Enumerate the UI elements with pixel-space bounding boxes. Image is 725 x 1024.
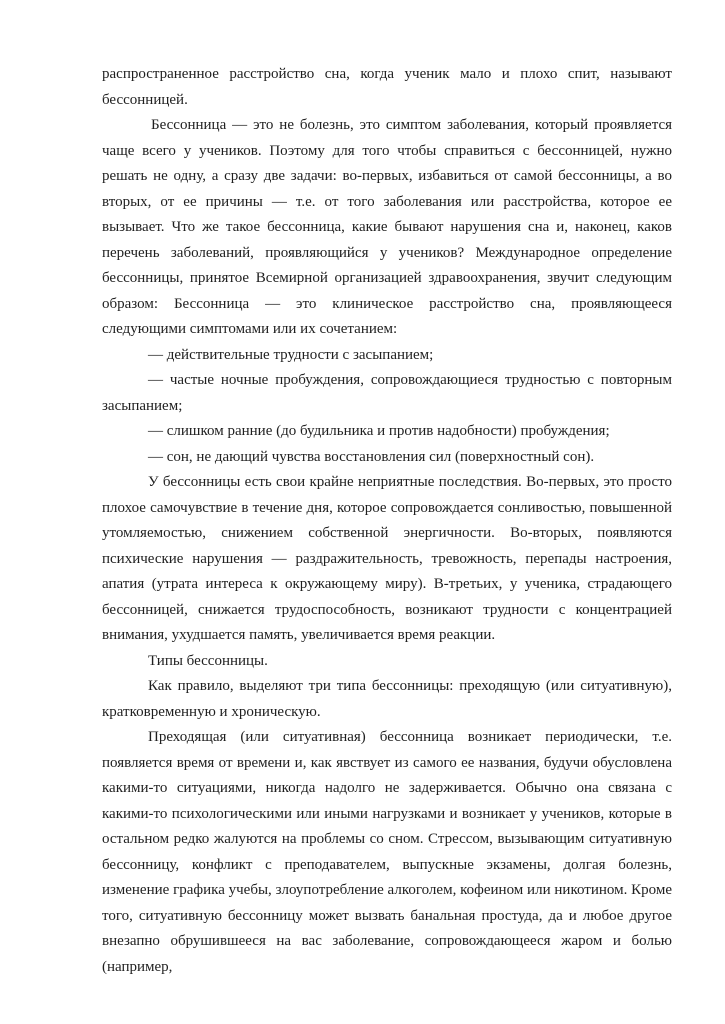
paragraph-consequences: У бессонницы есть свои крайне неприятные последствия. Во-первых, это просто плохое самочувствие в течение дня, которое сопровождается сонливостью, повышенной утомляемостью, снижением собственной энергичности. Во-вторых, появляются психические нарушения — раздражительность, тревожность, перепады настроения, апатия (утрата интереса к окружающему миру). В-третьих, у ученика, страдающего бессонницей, снижается трудоспособность, возникают трудности с концентрацией внимания, ухудшается память, увеличивается время реакции. bbox=[102, 474, 672, 643]
section-heading-insomnia-types: Типы бессонницы. bbox=[148, 652, 268, 669]
list-item-falling-asleep: — действительные трудности с засыпанием; bbox=[148, 346, 434, 363]
list-item-early-awakenings: — слишком ранние (до будильника и против надобности) пробуждения; bbox=[148, 423, 610, 439]
list-item-night-awakenings: — частые ночные пробуждения, сопровождающиеся трудностью с повторным засыпанием; bbox=[102, 372, 672, 414]
paragraph-situational-insomnia: Преходящая (или ситуативная) бессонница возникает периодически, т.е. появляется время от времени и, как явствует из самого ее названия, будучи обусловлена какими-то ситуациями, никогда надолго не задерживается. Обычно она связана с какими-то психологическими или иными нагрузками и возникает у учеников, которые в остальном редко жалуются на проблемы со сном. Стрессом, вызывающим ситуативную бессонницу, конфликт с преподавателем, выпускные экзамены, долгая болезнь, изменение графика учебы, злоупотребление алкоголем, кофеином или никотином. Кроме того, ситуативную бессонницу может вызвать банальная простуда, да и любое другое внезапно обрушившееся на вас заболевание, сопровождающееся жаром и болью (например, bbox=[102, 729, 672, 975]
list-item-shallow-sleep: — сон, не дающий чувства восстановления сил (поверхностный сон). bbox=[148, 448, 595, 465]
paragraph-insomnia-symptom: Бессонница — это не болезнь, это симптом заболевания, который проявляется чаще всего у учеников. Поэтому для того чтобы справиться с бессонницей, нужно решать не одну, а сразу две задачи: во-первых, избавиться от самой бессонницы, а во вторых, от ее причины — т.е. от того заболевания или расстройства, которое ее вызывает. Что же такое бессонница, какие бывают нарушения сна и, наконец, каков перечень заболеваний, проявляющийся у учеников? Международное определение бессонницы, принятое Всемирной организацией здравоохранения, звучит следующим образом: Бессонница — это клиническое расстройство сна, проявляющееся следующими симптомами или их сочетанием: bbox=[102, 117, 672, 337]
document-body bbox=[102, 62, 672, 980]
paragraph-insomnia-definition-end: распространенное расстройство сна, когда ученик мало и плохо спит, называют бессонницей. bbox=[102, 66, 672, 108]
paragraph-three-types: Как правило, выделяют три типа бессонницы: преходящую (или ситуативную), кратковременную и хроническую. bbox=[102, 678, 672, 720]
